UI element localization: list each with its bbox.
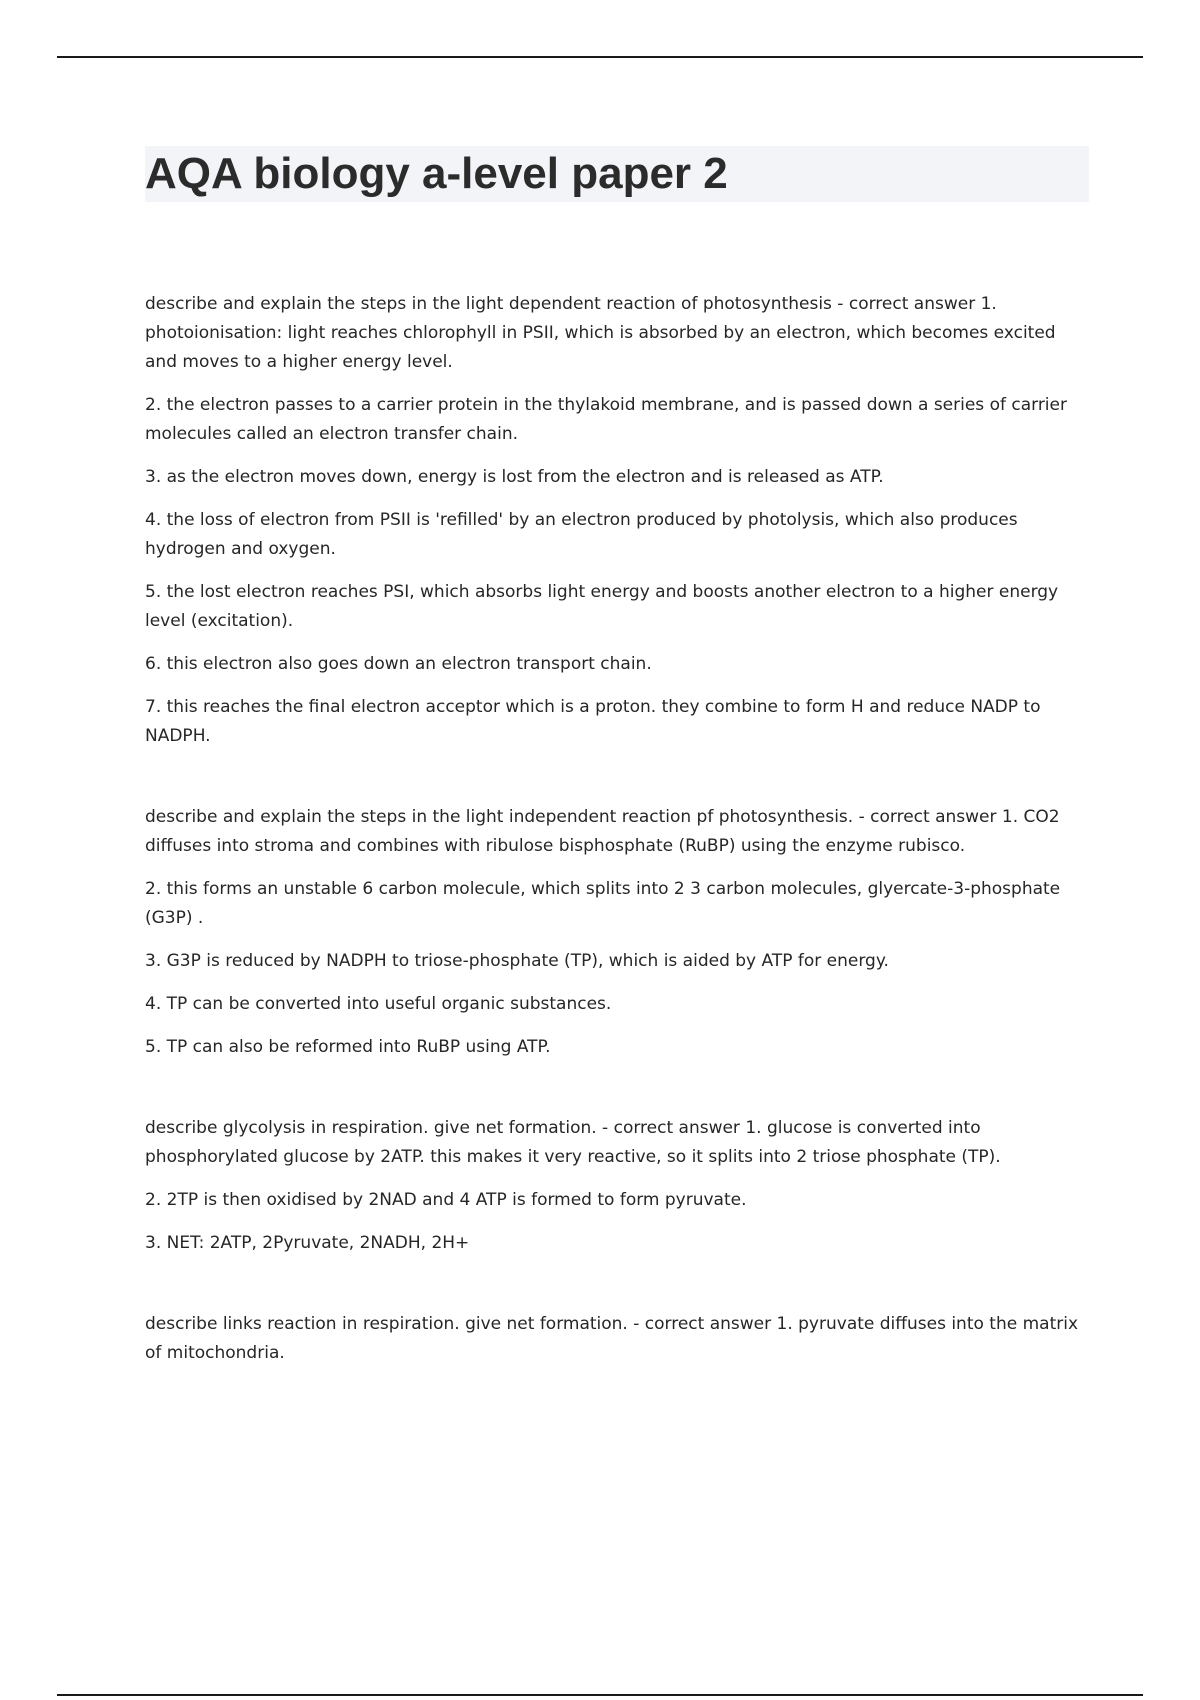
card-paragraph: 5. the lost electron reaches PSI, which absorbs light energy and boosts another electron to a higher energy level (excitation). <box>145 582 1059 631</box>
bottom-divider <box>57 1694 1143 1696</box>
card-paragraph: 5. TP can also be reformed into RuBP using ATP. <box>145 1037 551 1057</box>
card-paragraph: 2. this forms an unstable 6 carbon molecule, which splits into 2 3 carbon molecules, glyercate-3-phosphate (G3P) . <box>145 879 1061 928</box>
card-paragraph: 6. this electron also goes down an electron transport chain. <box>145 654 652 674</box>
flashcard-glycolysis <box>145 1114 1080 1258</box>
card-paragraph: 3. NET: 2ATP, 2Pyruvate, 2NADH, 2H+ <box>145 1233 470 1253</box>
flashcard-links-reaction <box>145 1310 1080 1368</box>
card-paragraph: 2. 2TP is then oxidised by 2NAD and 4 ATP is formed to form pyruvate. <box>145 1190 747 1210</box>
card-paragraph: 7. this reaches the final electron acceptor which is a proton. they combine to form H and reduce NADP to NADPH. <box>145 697 1041 746</box>
card-paragraph: describe links reaction in respiration. give net formation. - correct answer 1. pyruvate diffuses into the matrix of mitochondria. <box>145 1314 1079 1363</box>
card-paragraph: 4. the loss of electron from PSII is 'refilled' by an electron produced by photolysis, which also produces hydrogen and oxygen. <box>145 510 1018 559</box>
flashcard-light-independent <box>145 803 1080 1062</box>
card-paragraph: 3. G3P is reduced by NADPH to triose-phosphate (TP), which is aided by ATP for energy. <box>145 951 889 971</box>
card-paragraph: 2. the electron passes to a carrier protein in the thylakoid membrane, and is passed down a series of carrier molecules called an electron transfer chain. <box>145 395 1067 444</box>
card-paragraph: 3. as the electron moves down, energy is lost from the electron and is released as ATP. <box>145 467 884 487</box>
card-paragraph: describe and explain the steps in the light dependent reaction of photosynthesis - correct answer 1. photoionisation: light reaches chlorophyll in PSII, which is absorbed by an electron, which becomes excited and moves to a higher energy level. <box>145 294 1056 372</box>
card-paragraph: describe glycolysis in respiration. give net formation. - correct answer 1. glucose is converted into phosphorylated glucose by 2ATP. this makes it very reactive, so it splits into 2 triose phosphate (TP). <box>145 1118 1001 1167</box>
card-paragraph: describe and explain the steps in the light independent reaction pf photosynthesis. - correct answer 1. CO2 diffuses into stroma and combines with ribulose bisphosphate (RuBP) using the enzyme rubisco. <box>145 807 1060 856</box>
top-divider <box>57 56 1143 58</box>
flashcard-light-dependent <box>145 290 1080 751</box>
card-paragraph: 4. TP can be converted into useful organic substances. <box>145 994 612 1014</box>
document-body <box>145 290 1080 1420</box>
document-title: AQA biology a-level paper 2 <box>145 149 728 198</box>
